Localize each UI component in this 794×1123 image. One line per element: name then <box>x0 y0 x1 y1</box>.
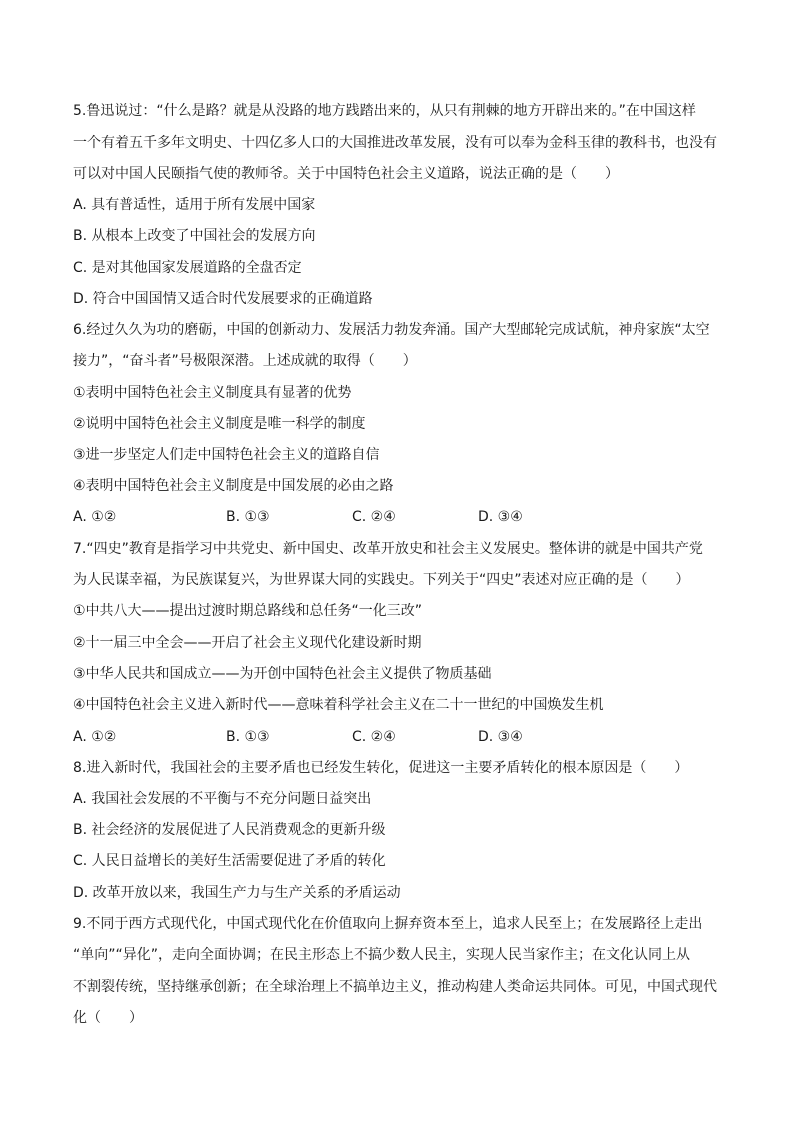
question-stem-line: 8.进入新时代，我国社会的主要矛盾也已经发生转化，促进这一主要矛盾转化的根本原因是（ ） <box>73 760 689 776</box>
question-stem-line: 化（ ） <box>73 1010 143 1026</box>
answer-option: D. 改革开放以来，我国生产力与生产关系的矛盾运动 <box>73 885 401 901</box>
answer-option: A. ①② <box>73 729 117 745</box>
answer-option: A. 我国社会发展的不平衡与不充分问题日益突出 <box>73 791 372 807</box>
statement: ②说明中国特色社会主义制度是唯一科学的制度 <box>73 416 366 432</box>
answer-option: B. ①③ <box>226 509 270 525</box>
answer-option: C. ②④ <box>352 729 396 745</box>
statement: ①中共八大——提出过渡时期总路线和总任务“一化三改” <box>73 603 423 619</box>
question-stem-line: 一个有着五千多年文明史、十四亿多人口的大国推进改革发展，没有可以奉为金科玉律的教科书，也没有 <box>73 135 717 151</box>
answer-option: A. 具有普适性，适用于所有发展中国家 <box>73 197 316 213</box>
statement: ④表明中国特色社会主义制度是中国发展的必由之路 <box>73 478 394 494</box>
question-stem-line: 不割裂传统，坚持继承创新；在全球治理上不搞单边主义，推动构建人类命运共同体。可见，中国式现代 <box>73 979 717 995</box>
question-stem-line: 6.经过久久为功的磨砺，中国的创新动力、发展活力勃发奔涌。国产大型邮轮完成试航，神舟家族“太空 <box>73 322 710 338</box>
statement: ②十一届三中全会——开启了社会主义现代化建设新时期 <box>73 635 422 651</box>
answer-option: C. 是对其他国家发展道路的全盘否定 <box>73 260 302 276</box>
answer-option: D. ③④ <box>478 729 523 745</box>
question-stem-line: 9.不同于西方式现代化，中国式现代化在价值取向上摒弃资本至上，追求人民至上；在发展路径上走出 <box>73 916 703 932</box>
question-stem-line: 7.“四史”教育是指学习中共党史、新中国史、改革开放史和社会主义发展史。整体讲的就是中国共产党 <box>73 541 703 557</box>
statement: ①表明中国特色社会主义制度具有显著的优势 <box>73 385 352 401</box>
statement: ④中国特色社会主义进入新时代——意味着科学社会主义在二十一世纪的中国焕发生机 <box>73 697 604 713</box>
question-stem-line: 可以对中国人民颐指气使的教师爷。关于中国特色社会主义道路，说法正确的是（ ） <box>73 166 619 182</box>
answer-option: C. 人民日益增长的美好生活需要促进了矛盾的转化 <box>73 853 386 869</box>
answer-option: B. 从根本上改变了中国社会的发展方向 <box>73 228 316 244</box>
answer-option: B. 社会经济的发展促进了人民消费观念的更新升级 <box>73 822 386 838</box>
answer-option: D. 符合中国国情又适合时代发展要求的正确道路 <box>73 291 373 307</box>
question-stem-line: 为人民谋幸福，为民族谋复兴，为世界谋大同的实践史。下列关于“四史”表述对应正确的是（ ） <box>73 572 690 588</box>
statement: ③进一步坚定人们走中国特色社会主义的道路自信 <box>73 447 380 463</box>
answer-option: B. ①③ <box>226 729 270 745</box>
answer-option: C. ②④ <box>352 509 396 525</box>
question-stem-line: “单向”“异化”，走向全面协调；在民主形态上不搞少数人民主，实现人民当家作主；在文化认同上从 <box>73 947 691 963</box>
answer-option: D. ③④ <box>478 509 523 525</box>
question-stem-line: 5.鲁迅说过：“什么是路？就是从没路的地方践踏出来的，从只有荆棘的地方开辟出来的。”在中国这样 <box>73 103 696 119</box>
answer-option: A. ①② <box>73 509 117 525</box>
question-stem-line: 接力”，“奋斗者”号极限深潜。上述成就的取得（ ） <box>73 353 417 369</box>
statement: ③中华人民共和国成立——为开创中国特色社会主义提供了物质基础 <box>73 666 492 682</box>
